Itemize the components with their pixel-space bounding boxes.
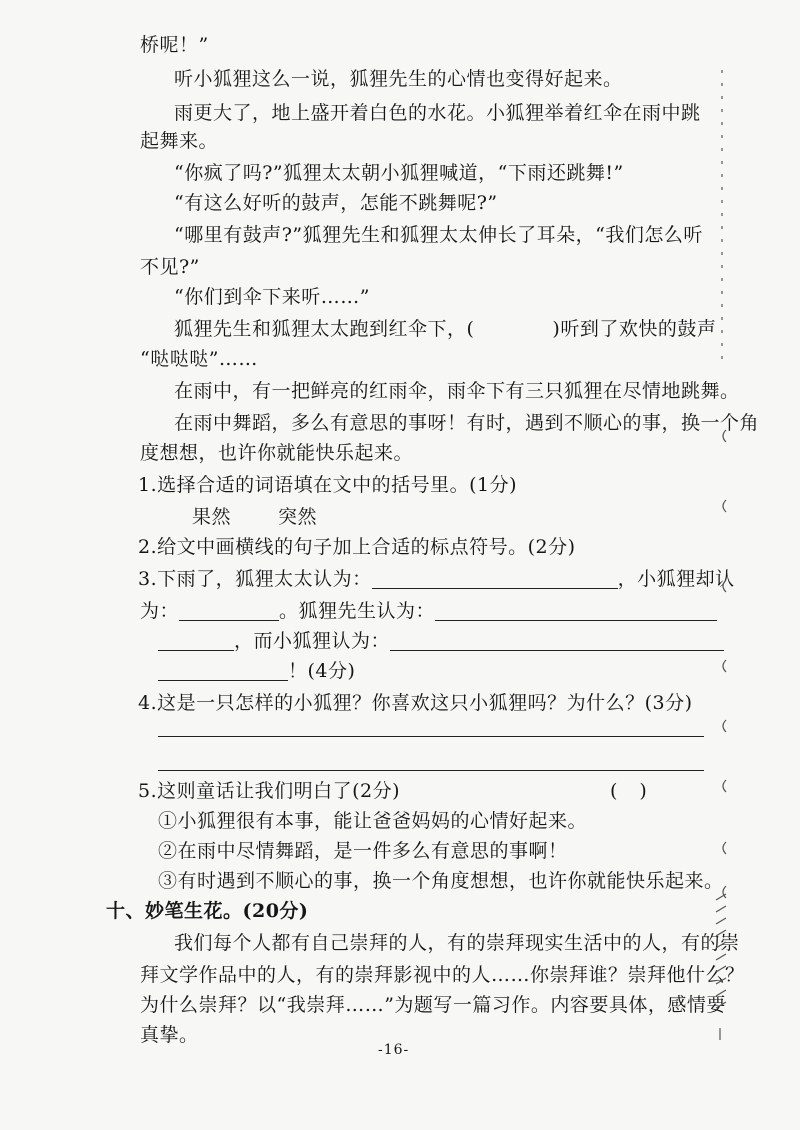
section-10-line-2: 拜文学作品中的人，有的崇拜影视中的人……你崇拜谁？崇拜他什么？	[140, 964, 745, 986]
q5-answer-parentheses[interactable]: ()	[610, 780, 669, 802]
section-10-title: 十、妙笔生花。(20分)	[106, 900, 309, 922]
question-4: 4.这是一只怎样的小狐狸？你喜欢这只小狐狸吗？为什么？(3分)	[138, 692, 693, 714]
story-line-9: “你们到伞下来听……”	[174, 286, 370, 308]
story-line-1: 桥呢！”	[140, 34, 209, 56]
q3-part-4: 。狐狸先生认为：	[279, 600, 436, 622]
question-2: 2.给文中画横线的句子加上合适的标点符号。(2分)	[138, 536, 576, 558]
word-option-2: 突然	[278, 506, 318, 528]
word-option-1: 果然	[192, 506, 232, 528]
answer-line-2[interactable]	[158, 770, 704, 771]
q3-part-6: ！(4分)	[288, 660, 356, 682]
q3-blank-3[interactable]	[435, 600, 717, 621]
q5-option-1: ①小狐狸很有本事，能让爸爸妈妈的心情好起来。	[158, 810, 588, 832]
section-10-line-3: 为什么崇拜？以“我崇拜……”为题写一篇习作。内容要具体，感情要	[140, 994, 726, 1016]
story-line-10: 狐狸先生和狐狸太太跑到红伞下，( )听到了欢快的鼓声	[174, 318, 717, 340]
story-line-5: “你疯了吗?”狐狸太太朝小狐狸喊道，“下雨还跳舞!”	[174, 162, 624, 184]
story-line-3: 雨更大了，地上盛开着白色的水花。小狐狸举着红伞在雨中跳	[174, 102, 701, 124]
q3-blank-4[interactable]	[158, 630, 234, 651]
q3-blank-1[interactable]	[372, 568, 618, 589]
q3-part-1: 3.下雨了，狐狸太太认为：	[138, 568, 372, 590]
story-line-6: “有这么好听的鼓声，怎能不跳舞呢?”	[174, 192, 498, 214]
story-line-13: 在雨中舞蹈，多么有意思的事呀！有时，遇到不顺心的事，换一个角	[174, 412, 760, 434]
q5-option-3: ③有时遇到不顺心的事，换一个角度想想，也许你就能快乐起来。	[158, 870, 724, 892]
answer-line-1[interactable]	[158, 736, 704, 737]
question-1: 1.选择合适的词语填在文中的括号里。(1分)	[138, 474, 518, 496]
question-3-line-2	[140, 596, 800, 626]
q3-part-5: ，而小狐狸认为：	[234, 630, 391, 652]
binding-dash-icon	[708, 60, 738, 1050]
question-3-line-1	[138, 564, 800, 594]
section-10-line-4: 真挚。	[140, 1024, 199, 1046]
story-line-11: “哒哒哒”……	[140, 348, 258, 370]
section-10-line-1: 我们每个人都有自己崇拜的人，有的崇拜现实生活中的人，有的崇	[174, 932, 740, 954]
q3-part-3: 为：	[140, 600, 180, 622]
question-5: 5.这则童话让我们明白了(2分)	[138, 780, 401, 802]
q5-option-2: ②在雨中尽情舞蹈，是一件多么有意思的事啊！	[158, 840, 568, 862]
q3-blank-6[interactable]	[158, 660, 288, 681]
question-3-line-4	[158, 656, 800, 686]
q3-part-2: ，小狐狸却认	[617, 568, 735, 590]
page-number: -16-	[378, 1042, 410, 1058]
binding-margin-marks	[708, 60, 738, 1050]
story-line-8: 不见?”	[140, 256, 200, 278]
story-line-7: “哪里有鼓声?”狐狸先生和狐狸太太伸长了耳朵，“我们怎么听	[174, 224, 703, 246]
q3-blank-2[interactable]	[179, 600, 279, 621]
story-line-14: 度想想，也许你就能快乐起来。	[140, 442, 414, 464]
story-line-2: 听小狐狸这么一说，狐狸先生的心情也变得好起来。	[174, 68, 623, 90]
q3-blank-5[interactable]	[390, 630, 724, 651]
story-line-12: 在雨中，有一把鲜亮的红雨伞，雨伞下有三只狐狸在尽情地跳舞。	[174, 380, 740, 402]
question-3-line-3	[158, 626, 800, 656]
story-line-4: 起舞来。	[140, 130, 219, 152]
